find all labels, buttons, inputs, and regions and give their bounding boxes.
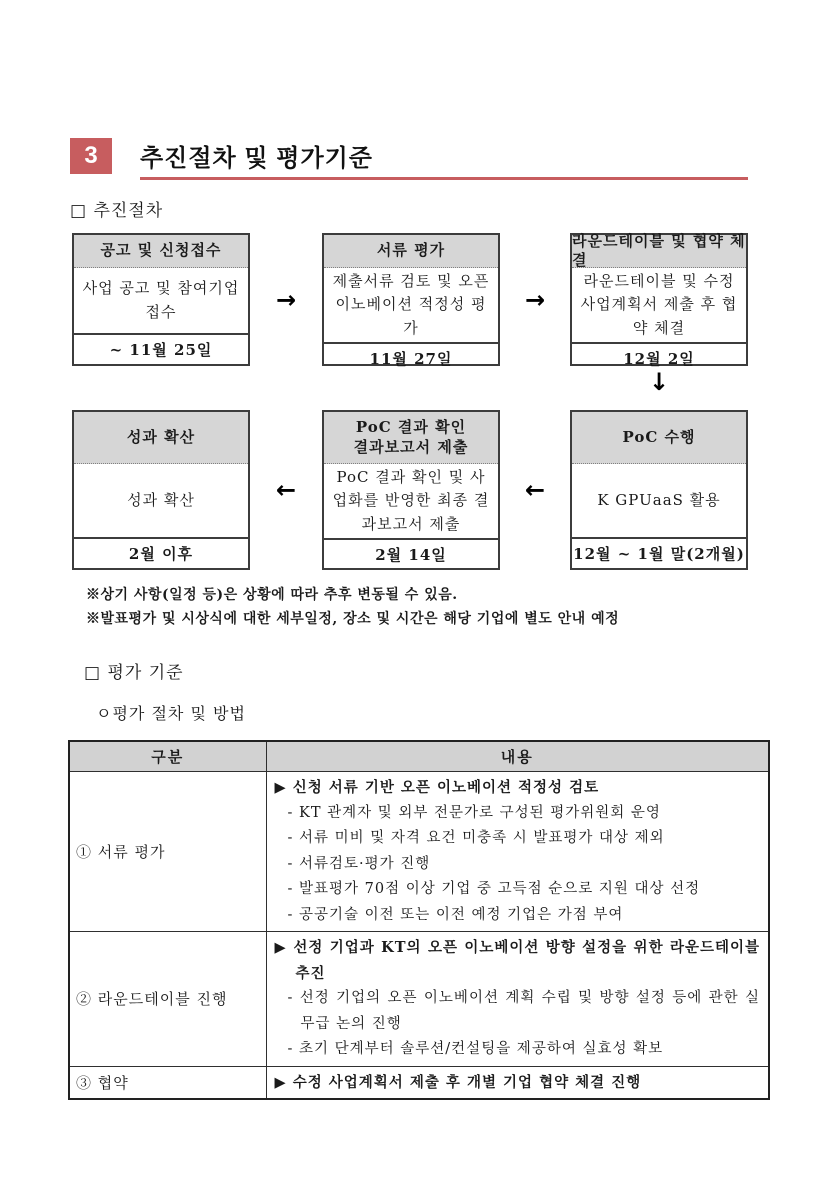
flow-box-title-line1: PoC 수행 bbox=[622, 427, 696, 446]
column-header-category: 구분 bbox=[69, 741, 266, 772]
flow-box-date: 12월 ~ 1월 말(2개월) bbox=[572, 537, 746, 568]
footnote-schedule-change: ※상기 사항(일정 등)은 상황에 따라 추후 변동될 수 있음. bbox=[86, 587, 458, 603]
page-content bbox=[70, 138, 772, 1100]
flow-box-title-line2: 결과보고서 제출 bbox=[353, 437, 469, 456]
row-content bbox=[266, 1066, 769, 1099]
arrow-down-icon: ↓ bbox=[648, 368, 670, 396]
content-lead: ▶ 선정 기업과 KT의 오픈 이노베이션 방향 설정을 위한 라운드테이블 추진 bbox=[274, 939, 761, 982]
flow-box-body: 라운드테이블 및 수정 사업계획서 제출 후 협약 체결 bbox=[580, 272, 738, 337]
flow-box-poc-result-report bbox=[322, 410, 500, 570]
content-lead: ▶ 신청 서류 기반 오픈 이노베이션 적정성 검토 bbox=[274, 779, 600, 797]
table-header-row bbox=[69, 741, 769, 772]
flow-box-body: 사업 공고 및 참여기업 접수 bbox=[82, 279, 240, 321]
content-item: - 서류 미비 및 자격 요건 미충족 시 발표평가 대상 제외 bbox=[287, 830, 665, 847]
content-item: - 서류검토·평가 진행 bbox=[287, 855, 431, 872]
flow-box-body: K GPUaaS 활용 bbox=[597, 490, 721, 509]
flow-box-document-evaluation bbox=[322, 233, 500, 366]
flow-box-poc-execution bbox=[570, 410, 748, 570]
page-title: 추진절차 및 평가기준 bbox=[140, 145, 373, 172]
flow-box-title-line1: PoC 결과 확인 bbox=[355, 418, 467, 436]
flow-box-title: 공고 및 신청접수 bbox=[74, 235, 248, 268]
flow-box-title: 서류 평가 bbox=[324, 235, 498, 268]
flow-box-date: 11월 27일 bbox=[324, 342, 498, 373]
row-content bbox=[266, 772, 769, 932]
row-label: ③ 협약 bbox=[69, 1066, 266, 1099]
section-number-badge: 3 bbox=[70, 138, 112, 174]
content-item: - KT 관계자 및 외부 전문가로 구성된 평가위원회 운영 bbox=[287, 804, 661, 821]
flow-box-roundtable-agreement bbox=[570, 233, 748, 366]
flow-box-body: 성과 확산 bbox=[127, 490, 195, 509]
subsection-procedure: □ 추진절차 bbox=[70, 201, 164, 221]
content-item: - 발표평가 70점 이상 기업 중 고득점 순으로 지원 대상 선정 bbox=[287, 881, 701, 898]
content-item: - 공공기술 이전 또는 이전 예정 기업은 가점 부여 bbox=[287, 906, 624, 923]
row-label: ② 라운드테이블 진행 bbox=[69, 932, 266, 1067]
table-row-document-evaluation bbox=[69, 772, 769, 932]
footnote-detail-notice: ※발표평가 및 시상식에 대한 세부일정, 장소 및 시간은 해당 기업에 별도 안내 예정 bbox=[86, 610, 620, 627]
flow-box-title bbox=[74, 412, 248, 464]
flow-box-title bbox=[572, 412, 746, 464]
content-item: - 초기 단계부터 솔루션/컨설팅을 제공하여 실효성 확보 bbox=[287, 1041, 664, 1058]
arrow-left-icon: ← bbox=[275, 476, 297, 504]
flow-box-body: 제출서류 검토 및 오픈 이노베이션 적정성 평가 bbox=[332, 272, 490, 337]
flowchart-row-2 bbox=[72, 410, 748, 570]
arrow-left-icon: ← bbox=[524, 476, 546, 504]
evaluation-table bbox=[68, 740, 770, 1101]
flow-box-date: 2월 14일 bbox=[324, 538, 498, 569]
row-content bbox=[266, 932, 769, 1067]
flow-box-body: PoC 결과 확인 및 사업화를 반영한 최종 결과보고서 제출 bbox=[332, 468, 490, 533]
section-header bbox=[70, 138, 748, 180]
table-row-roundtable bbox=[69, 932, 769, 1067]
arrow-right-icon: → bbox=[524, 285, 546, 314]
arrow-right-icon: → bbox=[275, 285, 297, 314]
table-row-agreement bbox=[69, 1066, 769, 1099]
flow-box-title bbox=[324, 412, 498, 464]
flowchart-connector-row bbox=[72, 366, 748, 398]
row-label: ① 서류 평가 bbox=[69, 772, 266, 932]
column-header-content: 내용 bbox=[266, 741, 769, 772]
flowchart-row-1 bbox=[72, 233, 748, 366]
flow-box-result-spread bbox=[72, 410, 250, 570]
flow-box-announcement bbox=[72, 233, 250, 366]
subsection-criteria: □ 평가 기준 bbox=[84, 662, 184, 683]
flow-box-title: 라운드테이블 및 협약 체결 bbox=[572, 231, 746, 269]
flow-box-date: ~ 11월 25일 bbox=[74, 333, 248, 364]
subsection-method: ㅇ평가 절차 및 방법 bbox=[96, 703, 246, 723]
flow-box-date: 2월 이후 bbox=[74, 537, 248, 568]
footnotes bbox=[86, 584, 772, 632]
flow-box-date: 12월 2일 bbox=[572, 342, 746, 373]
flow-box-title-line1: 성과 확산 bbox=[126, 427, 196, 446]
section-title-underline bbox=[140, 138, 748, 180]
content-item: - 선정 기업의 오픈 이노베이션 계획 수립 및 방향 설정 등에 관한 실무급 논의 진행 bbox=[287, 990, 760, 1032]
content-lead: ▶ 수정 사업계획서 제출 후 개별 기업 협약 체결 진행 bbox=[274, 1073, 642, 1091]
